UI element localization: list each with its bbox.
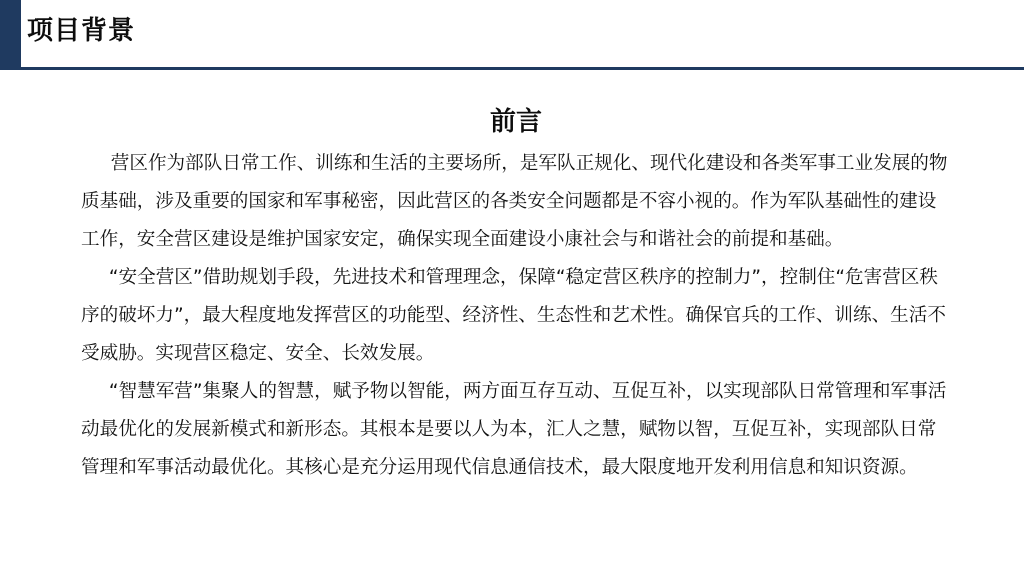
paragraph-smart-camp: “智慧军营”集聚人的智慧，赋予物以智能，两方面互存互动、互促互补，以实现部队日常管理和军事活动最优化的发展新模式和新形态。其根本是要以人为本，汇人之慧，赋物以智，互促互补，实现部队日常管理和军事活动最优化。其核心是充分运用现代信息通信技术，最大限度地开发利用信息和知识资源。 xyxy=(81,381,947,478)
header-accent-bar xyxy=(0,0,21,68)
paragraph-safe-camp: “安全营区”借助规划手段，先进技术和管理理念，保障“稳定营区秩序的控制力”，控制住“危害营区秩序的破坏力”，最大程度地发挥营区的功能型、经济性、生态性和艺术性。确保官兵的工作、训练、生活不受威胁。实现营区稳定、安全、长效发展。 xyxy=(81,267,946,364)
paragraph-intro: 营区作为部队日常工作、训练和生活的主要场所，是军队正规化、现代化建设和各类军事工业发展的物质基础，涉及重要的国家和军事秘密，因此营区的各类安全问题都是不容小视的。作为军队基础性的建设工作，安全营区建设是维护国家安定，确保实现全面建设小康社会与和谐社会的前提和基础。 xyxy=(81,153,948,250)
header-divider xyxy=(0,67,1024,70)
section-heading: 前言 xyxy=(489,107,542,137)
page-title: 项目背景 xyxy=(27,16,136,46)
body-text xyxy=(81,145,951,487)
